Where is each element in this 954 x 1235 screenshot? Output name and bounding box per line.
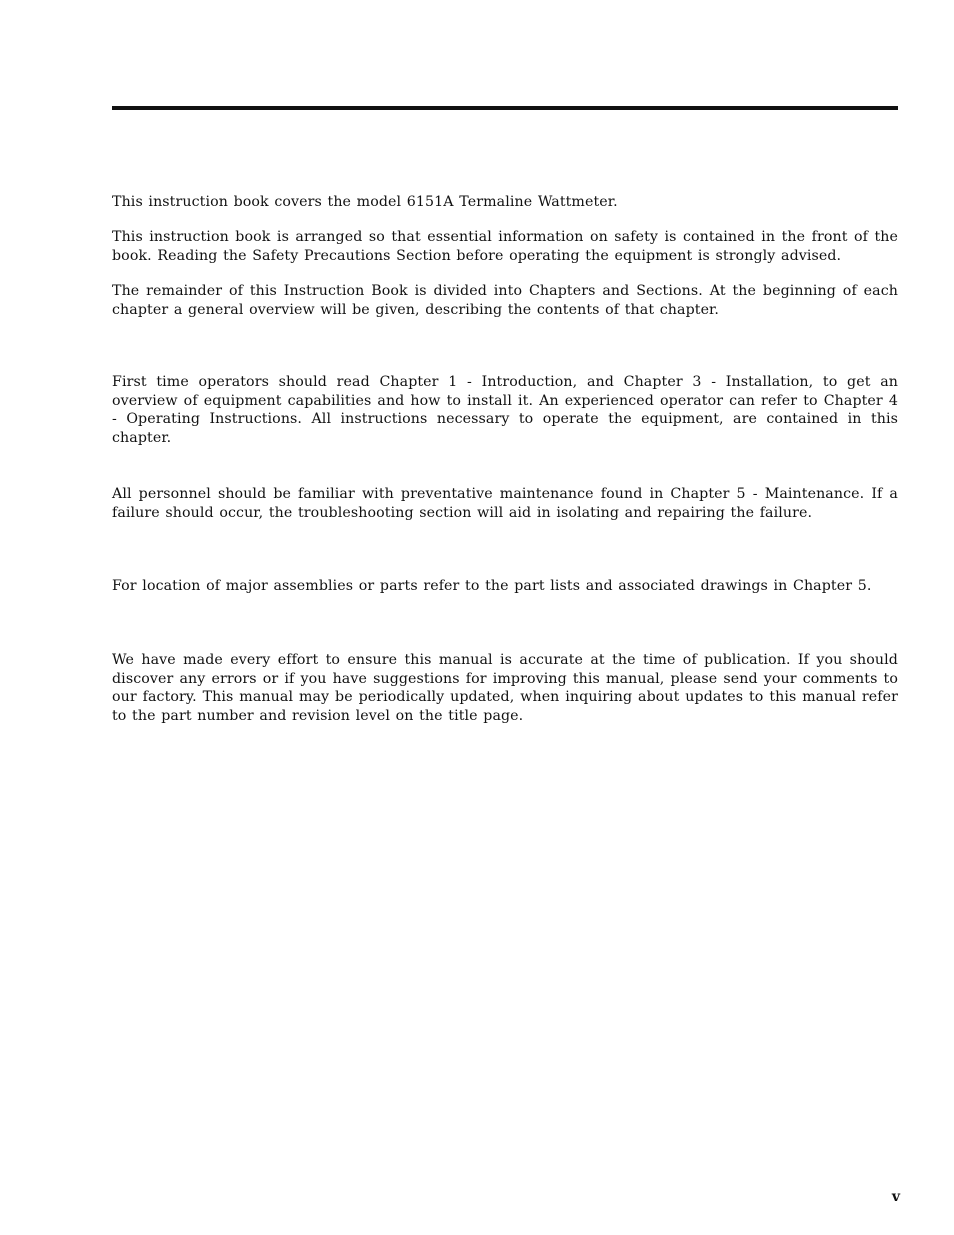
paragraph-safety-arrangement: This instruction book is arranged so that essential information on safety is contained in the front of the book. Reading the Safety Precautions Section before operating the equipment is strongly advised. bbox=[112, 229, 898, 264]
header-rule bbox=[112, 106, 898, 110]
page-number: v bbox=[891, 1189, 900, 1205]
paragraph-chapter-organization: The remainder of this Instruction Book is divided into Chapters and Sections. At the beginning of each chapter a general overview will be given, describing the contents of that chapter. bbox=[112, 283, 898, 318]
paragraph-model-coverage: This instruction book covers the model 6151A Termaline Wattmeter. bbox=[112, 194, 618, 210]
paragraph-manual-updates: We have made every effort to ensure this manual is accurate at the time of publication. If you should discover any errors or if you have suggestions for improving this manual, please send your comments to our factory. This manual may be periodically updated, when inquiring about updates to this manual refer to the part number and revision level on the title page. bbox=[112, 652, 898, 725]
paragraph-operators: First time operators should read Chapter 1 - Introduction, and Chapter 3 - Installation, to get an overview of equipment capabilities and how to install it. An experienced operator can refer to Chapter 4 - Operating Instructions. All instructions necessary to operate the equipment, are contained in this chapter. bbox=[112, 374, 898, 447]
paragraph-maintenance: All personnel should be familiar with preventative maintenance found in Chapter 5 - Maintenance. If a failure should occur, the troubleshooting section will aid in isolating and repairing the failure. bbox=[112, 486, 898, 521]
paragraph-parts-location: For location of major assemblies or parts refer to the part lists and associated drawings in Chapter 5. bbox=[112, 578, 872, 594]
